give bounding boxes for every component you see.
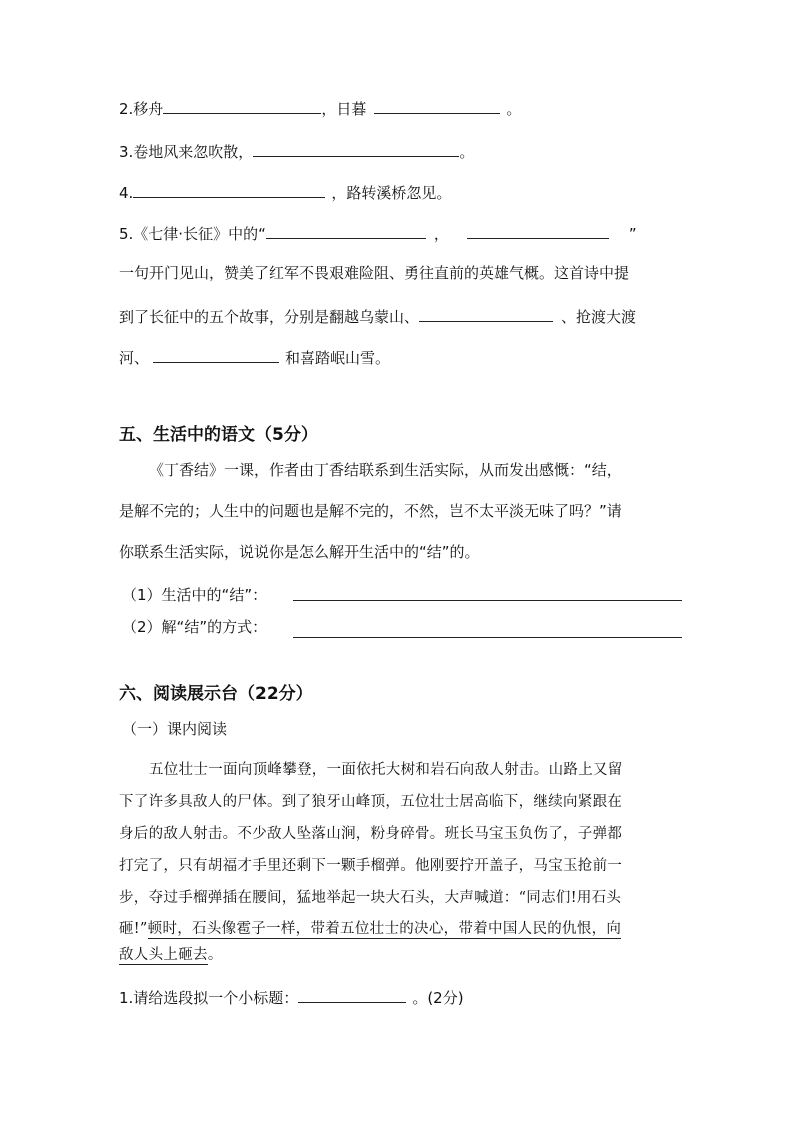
q4-blank[interactable] xyxy=(133,181,325,198)
q2-text-c: 。 xyxy=(506,100,522,118)
q4-text-b: ，路转溪桥忽见。 xyxy=(331,184,452,202)
s5-paragraph-line-1: 《丁香结》一课，作者由丁香结联系到生活实际，从而发出感慨：“结， xyxy=(149,461,622,479)
reading-line-4: 打完了，只有胡福才手里还剩下一颗手榴弹。他刚要拧开盖子，马宝玉抢前一 xyxy=(119,858,623,874)
q5-text-a: 5.《七律·长征》中的“ xyxy=(119,225,266,243)
reading-line-6 xyxy=(119,919,621,939)
reading-line-7 xyxy=(119,945,223,965)
reading-line-3: 身后的敌人射击。不少敌人坠落山涧，粉身碎骨。班长马宝玉负伤了，子弹都 xyxy=(119,826,623,842)
reading-line-7-end: 。 xyxy=(207,947,223,963)
s6-q1-points: 。(2分) xyxy=(412,989,464,1007)
poem-fill-q2 xyxy=(119,97,521,119)
reading-line-2: 下了许多具敌人的尸体。到了狼牙山峰顶，五位壮士居高临下，继续向紧跟在 xyxy=(119,794,623,810)
poem-fill-q5 xyxy=(119,222,637,244)
q5-blank-3[interactable] xyxy=(419,305,553,322)
q5-blank-4[interactable] xyxy=(153,346,279,363)
reading-line-1: 五位壮士一面向顶峰攀登，一面依托大树和岩石向敌人射击。山路上又留 xyxy=(149,762,623,778)
s6-q1-text: 1.请给选段拟一个小标题： xyxy=(119,989,299,1007)
q5-line4-text-a: 河、 xyxy=(119,349,150,367)
q5-line-3 xyxy=(119,305,636,327)
q5-text-b: ， xyxy=(433,225,449,243)
q2-blank-1[interactable] xyxy=(163,97,321,114)
s5-item-2-label: （2）解“结”的方式： xyxy=(122,618,268,636)
q5-line-2: 一句开门见山，赞美了红军不畏艰难险阻、勇往直前的英雄气概。这首诗中提 xyxy=(119,264,630,282)
reading-underlined-sentence-1: 顿时，石头像雹子一样，带着五位壮士的决心，带着中国人民的仇恨，向 xyxy=(147,921,622,937)
q2-blank-2[interactable] xyxy=(374,97,500,114)
reading-line-6-start: 砸!” xyxy=(119,921,148,937)
q5-line3-text-b: 、抢渡大渡 xyxy=(561,308,637,326)
q5-line3-text-a: 到了长征中的五个故事，分别是翻越乌蒙山、 xyxy=(119,308,420,326)
s5-item-2-answer-line[interactable] xyxy=(293,637,682,638)
q5-line-4 xyxy=(119,346,390,368)
q3-text-a: 3.卷地风来忽吹散， xyxy=(119,143,254,161)
q5-blank-1[interactable] xyxy=(266,222,426,239)
reading-underlined-sentence-2: 敌人头上砸去 xyxy=(119,947,208,963)
section-6-heading: 六、阅读展示台（22分） xyxy=(119,684,313,704)
poem-fill-q4 xyxy=(119,181,451,203)
s6-q1-blank[interactable] xyxy=(298,986,406,1003)
q5-line4-text-b: 和喜踏岷山雪。 xyxy=(285,349,391,367)
q5-text-c: ” xyxy=(628,225,637,243)
section-5-heading: 五、生活中的语文（5分） xyxy=(119,425,318,445)
poem-fill-q3 xyxy=(119,140,474,162)
s6-subheading: （一）课内阅读 xyxy=(122,720,228,738)
s5-item-1-label: （1）生活中的“结”： xyxy=(122,586,268,604)
q2-text-a: 2.移舟 xyxy=(119,100,164,118)
q4-text-a: 4. xyxy=(119,184,134,202)
q2-text-b: ，日暮 xyxy=(321,100,367,118)
q3-blank[interactable] xyxy=(253,140,459,157)
reading-line-5: 步，夺过手榴弹插在腰间，猛地举起一块大石头，大声喊道：“同志们!用石头 xyxy=(119,890,622,906)
s5-paragraph-line-3: 你联系生活实际，说说你是怎么解开生活中的“结”的。 xyxy=(119,543,480,561)
q3-text-b: 。 xyxy=(459,143,475,161)
s6-question-1 xyxy=(119,986,464,1008)
s5-paragraph-line-2: 是解不完的；人生中的问题也是解不完的，不然，岂不太平淡无味了吗？”请 xyxy=(119,502,622,520)
q5-blank-2[interactable] xyxy=(467,222,609,239)
s5-item-1-answer-line[interactable] xyxy=(293,600,682,601)
